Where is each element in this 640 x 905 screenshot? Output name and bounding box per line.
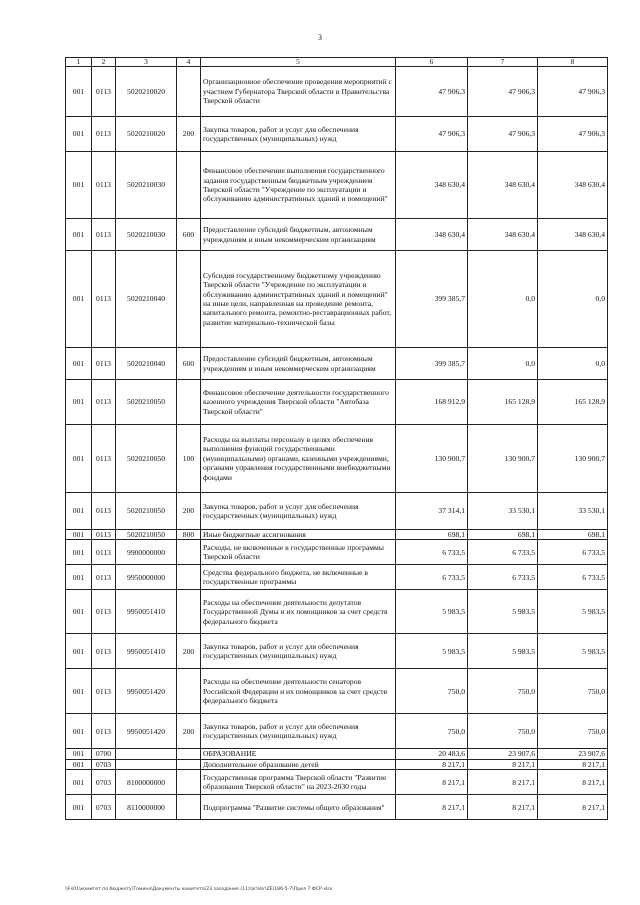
expense-name-cell: ОБРАЗОВАНИЕ	[201, 749, 396, 759]
amount-year2-cell: 5 983,5	[468, 634, 538, 669]
table-row	[66, 493, 608, 530]
amount-year1-cell: 8 217,1	[396, 770, 468, 795]
expense-name-cell: Расходы на выплаты персоналу в целях обеспечения выполнения функций государственными (муниципальными) органами, казенными учреждениями, органами управления государственными внебюджетными фондами	[201, 425, 396, 493]
section-code-cell: 0113	[92, 380, 116, 425]
column-number-row	[66, 58, 608, 67]
section-code-cell: 0113	[92, 251, 116, 348]
amount-year1-cell: 698,1	[396, 530, 468, 540]
ministry-code-cell: 001	[66, 117, 92, 152]
amount-year3-cell: 6 733,5	[538, 565, 608, 590]
amount-year1-cell: 8 217,1	[396, 795, 468, 820]
amount-year3-cell: 5 983,5	[538, 634, 608, 669]
column-number: 2	[92, 58, 116, 67]
amount-year3-cell: 47 906,3	[538, 67, 608, 117]
amount-year3-cell: 750,0	[538, 714, 608, 749]
amount-year3-cell: 6 733,5	[538, 540, 608, 565]
amount-year3-cell: 47 906,3	[538, 117, 608, 152]
target-article-cell: 5020210020	[116, 117, 177, 152]
table-row	[66, 714, 608, 749]
expense-name-cell: Расходы на обеспечение деятельности сенаторов Российской Федерации и их помощников за счет средств федерального бюджета	[201, 669, 396, 714]
target-article-cell	[116, 759, 177, 769]
ministry-code-cell: 001	[66, 634, 92, 669]
target-article-cell: 8110000000	[116, 795, 177, 820]
expense-name-cell: Подпрограмма "Развитие системы общего образования"	[201, 795, 396, 820]
ministry-code-cell: 001	[66, 565, 92, 590]
section-code-cell: 0113	[92, 348, 116, 380]
expense-name-cell: Предоставление субсидий бюджетным, автономным учреждениям и иным некоммерческим организациям	[201, 348, 396, 380]
amount-year1-cell: 399 385,7	[396, 251, 468, 348]
expense-name-cell: Организационное обеспечение проведения мероприятий с участием Губернатора Тверской области и Правительства Тверской области	[201, 67, 396, 117]
target-article-cell: 9950051410	[116, 590, 177, 634]
amount-year2-cell: 750,0	[468, 714, 538, 749]
amount-year1-cell: 37 314,1	[396, 493, 468, 530]
amount-year2-cell: 165 128,9	[468, 380, 538, 425]
expense-type-cell	[177, 795, 201, 820]
ministry-code-cell: 001	[66, 380, 92, 425]
expense-type-cell: 200	[177, 117, 201, 152]
ministry-code-cell: 001	[66, 759, 92, 769]
section-code-cell: 0113	[92, 669, 116, 714]
target-article-cell: 5020210050	[116, 380, 177, 425]
table-row	[66, 67, 608, 117]
ministry-code-cell: 001	[66, 67, 92, 117]
expense-type-cell: 200	[177, 634, 201, 669]
target-article-cell: 9950000000	[116, 565, 177, 590]
amount-year1-cell: 399 385,7	[396, 348, 468, 380]
target-article-cell: 8100000000	[116, 770, 177, 795]
column-number: 8	[538, 58, 608, 67]
section-code-cell: 0113	[92, 67, 116, 117]
target-article-cell: 5020210030	[116, 219, 177, 251]
ministry-code-cell: 001	[66, 714, 92, 749]
expense-type-cell	[177, 669, 201, 714]
section-code-cell: 0113	[92, 425, 116, 493]
expense-type-cell: 600	[177, 348, 201, 380]
table-row	[66, 565, 608, 590]
amount-year1-cell: 5 983,5	[396, 634, 468, 669]
section-code-cell: 0113	[92, 117, 116, 152]
column-number: 3	[116, 58, 177, 67]
section-code-cell: 0113	[92, 714, 116, 749]
amount-year3-cell: 698,1	[538, 530, 608, 540]
amount-year1-cell: 348 630,4	[396, 219, 468, 251]
amount-year2-cell: 47 906,3	[468, 117, 538, 152]
expense-name-cell: Государственная программа Тверской области "Развитие образования Тверской области" на 2023-2030 годы	[201, 770, 396, 795]
amount-year2-cell: 0,0	[468, 348, 538, 380]
target-article-cell: 9950051410	[116, 634, 177, 669]
amount-year1-cell: 8 217,1	[396, 759, 468, 769]
target-article-cell: 9950051420	[116, 714, 177, 749]
table-row	[66, 540, 608, 565]
amount-year2-cell: 23 907,6	[468, 749, 538, 759]
amount-year3-cell: 5 983,5	[538, 590, 608, 634]
amount-year1-cell: 168 912,9	[396, 380, 468, 425]
expense-name-cell: Закупка товаров, работ и услуг для обеспечения государственных (муниципальных) нужд	[201, 714, 396, 749]
expense-type-cell	[177, 759, 201, 769]
amount-year1-cell: 5 983,5	[396, 590, 468, 634]
amount-year3-cell: 0,0	[538, 348, 608, 380]
column-number: 6	[396, 58, 468, 67]
target-article-cell: 5020210040	[116, 251, 177, 348]
section-code-cell: 0703	[92, 759, 116, 769]
table-row	[66, 425, 608, 493]
amount-year1-cell: 750,0	[396, 714, 468, 749]
section-code-cell: 0113	[92, 590, 116, 634]
expense-name-cell: Расходы, не включенные в государственные программы Тверской области	[201, 540, 396, 565]
target-article-cell: 5020210050	[116, 530, 177, 540]
amount-year3-cell: 33 530,1	[538, 493, 608, 530]
ministry-code-cell: 001	[66, 425, 92, 493]
ministry-code-cell: 001	[66, 749, 92, 759]
amount-year2-cell: 348 630,4	[468, 152, 538, 219]
expense-type-cell	[177, 749, 201, 759]
expense-name-cell: Финансовое обеспечение выполнения государственного задания государственным бюджетным учреждением Тверской области "Учреждение по эксплуатации и обслуживанию административных зданий и помещений"	[201, 152, 396, 219]
section-code-cell: 0703	[92, 795, 116, 820]
section-code-cell: 0113	[92, 152, 116, 219]
amount-year1-cell: 130 900,7	[396, 425, 468, 493]
column-number: 5	[201, 58, 396, 67]
amount-year2-cell: 130 900,7	[468, 425, 538, 493]
expense-type-cell	[177, 770, 201, 795]
column-number: 7	[468, 58, 538, 67]
amount-year2-cell: 33 530,1	[468, 493, 538, 530]
amount-year3-cell: 8 217,1	[538, 770, 608, 795]
target-article-cell	[116, 749, 177, 759]
section-code-cell: 0113	[92, 565, 116, 590]
target-article-cell: 5020210020	[116, 67, 177, 117]
expense-type-cell	[177, 67, 201, 117]
table-row	[66, 749, 608, 759]
ministry-code-cell: 001	[66, 152, 92, 219]
amount-year3-cell: 750,0	[538, 669, 608, 714]
expense-name-cell: Финансовое обеспечение деятельности государственного казенного учреждения Тверской области "Автобаза Тверской области"	[201, 380, 396, 425]
expense-type-cell	[177, 540, 201, 565]
ministry-code-cell: 001	[66, 795, 92, 820]
table-row	[66, 759, 608, 769]
target-article-cell: 5020210030	[116, 152, 177, 219]
column-number: 4	[177, 58, 201, 67]
amount-year1-cell: 47 906,3	[396, 67, 468, 117]
amount-year2-cell: 8 217,1	[468, 770, 538, 795]
expense-type-cell: 100	[177, 425, 201, 493]
table-row	[66, 770, 608, 795]
target-article-cell: 5020210040	[116, 348, 177, 380]
expense-name-cell: Предоставление субсидий бюджетным, автономным учреждениям и иным некоммерческим организациям	[201, 219, 396, 251]
expense-name-cell: Расходы на обеспечение деятельности депутатов Государственной Думы и их помощников за счет средств федерального бюджета	[201, 590, 396, 634]
amount-year2-cell: 47 906,3	[468, 67, 538, 117]
amount-year1-cell: 348 630,4	[396, 152, 468, 219]
budget-table	[65, 57, 608, 820]
amount-year2-cell: 0,0	[468, 251, 538, 348]
expense-type-cell	[177, 565, 201, 590]
expense-type-cell: 200	[177, 493, 201, 530]
section-code-cell: 0113	[92, 540, 116, 565]
ministry-code-cell: 001	[66, 540, 92, 565]
expense-type-cell: 800	[177, 530, 201, 540]
expense-name-cell: Средства федерального бюджета, не включенные в государственные программы	[201, 565, 396, 590]
expense-name-cell: Закупка товаров, работ и услуг для обеспечения государственных (муниципальных) нужд	[201, 117, 396, 152]
page-number: 3	[318, 33, 322, 42]
table-row	[66, 530, 608, 540]
ministry-code-cell: 001	[66, 219, 92, 251]
table-row	[66, 590, 608, 634]
amount-year2-cell: 8 217,1	[468, 795, 538, 820]
table-body	[66, 58, 608, 820]
amount-year1-cell: 750,0	[396, 669, 468, 714]
amount-year3-cell: 8 217,1	[538, 759, 608, 769]
table-row	[66, 219, 608, 251]
file-path-footer: \\Fs01\комитет по бюджету\Томина\Документы комитета\23 заседание (11)\ar\Vor\ZE\186-5-7\Прил 7 ФСР.xlsx	[65, 887, 333, 892]
amount-year2-cell: 698,1	[468, 530, 538, 540]
expense-type-cell	[177, 251, 201, 348]
table-row	[66, 634, 608, 669]
target-article-cell: 9900000000	[116, 540, 177, 565]
ministry-code-cell: 001	[66, 669, 92, 714]
expense-type-cell: 600	[177, 219, 201, 251]
amount-year3-cell: 165 128,9	[538, 380, 608, 425]
amount-year1-cell: 47 906,3	[396, 117, 468, 152]
section-code-cell: 0703	[92, 770, 116, 795]
section-code-cell: 0113	[92, 530, 116, 540]
section-code-cell: 0113	[92, 493, 116, 530]
amount-year2-cell: 5 983,5	[468, 590, 538, 634]
amount-year2-cell: 8 217,1	[468, 759, 538, 769]
section-code-cell: 0113	[92, 219, 116, 251]
expense-type-cell	[177, 152, 201, 219]
amount-year2-cell: 750,0	[468, 669, 538, 714]
table-row	[66, 251, 608, 348]
column-number: 1	[66, 58, 92, 67]
table-row	[66, 117, 608, 152]
amount-year3-cell: 23 907,6	[538, 749, 608, 759]
amount-year2-cell: 6 733,5	[468, 565, 538, 590]
section-code-cell: 0700	[92, 749, 116, 759]
target-article-cell: 5020210050	[116, 425, 177, 493]
amount-year3-cell: 348 630,4	[538, 219, 608, 251]
expense-name-cell: Субсидия государственному бюджетному учреждению Тверской области "Учреждение по эксплуатации и обслуживанию административных зданий и помещений" на иные цели, направленная на проведение ремонта, капитального ремонта, ремонтно-реставрационных работ, развитие материально-технической базы	[201, 251, 396, 348]
expense-type-cell: 200	[177, 714, 201, 749]
ministry-code-cell: 001	[66, 348, 92, 380]
expense-type-cell	[177, 590, 201, 634]
table-row	[66, 380, 608, 425]
ministry-code-cell: 001	[66, 770, 92, 795]
amount-year3-cell: 348 630,4	[538, 152, 608, 219]
target-article-cell: 9950051420	[116, 669, 177, 714]
amount-year1-cell: 6 733,5	[396, 540, 468, 565]
section-code-cell: 0113	[92, 634, 116, 669]
target-article-cell: 5020210050	[116, 493, 177, 530]
amount-year1-cell: 6 733,5	[396, 565, 468, 590]
amount-year3-cell: 8 217,1	[538, 795, 608, 820]
expense-name-cell: Иные бюджетные ассигнования	[201, 530, 396, 540]
amount-year1-cell: 20 483,6	[396, 749, 468, 759]
expense-name-cell: Закупка товаров, работ и услуг для обеспечения государственных (муниципальных) нужд	[201, 634, 396, 669]
table-row	[66, 669, 608, 714]
expense-name-cell: Закупка товаров, работ и услуг для обеспечения государственных (муниципальных) нужд	[201, 493, 396, 530]
expense-name-cell: Дополнительное образование детей	[201, 759, 396, 769]
expense-type-cell	[177, 380, 201, 425]
ministry-code-cell: 001	[66, 590, 92, 634]
amount-year2-cell: 6 733,5	[468, 540, 538, 565]
amount-year2-cell: 348 630,4	[468, 219, 538, 251]
table-row	[66, 152, 608, 219]
ministry-code-cell: 001	[66, 530, 92, 540]
table-row	[66, 348, 608, 380]
ministry-code-cell: 001	[66, 251, 92, 348]
ministry-code-cell: 001	[66, 493, 92, 530]
table-row	[66, 795, 608, 820]
amount-year3-cell: 130 900,7	[538, 425, 608, 493]
amount-year3-cell: 0,0	[538, 251, 608, 348]
